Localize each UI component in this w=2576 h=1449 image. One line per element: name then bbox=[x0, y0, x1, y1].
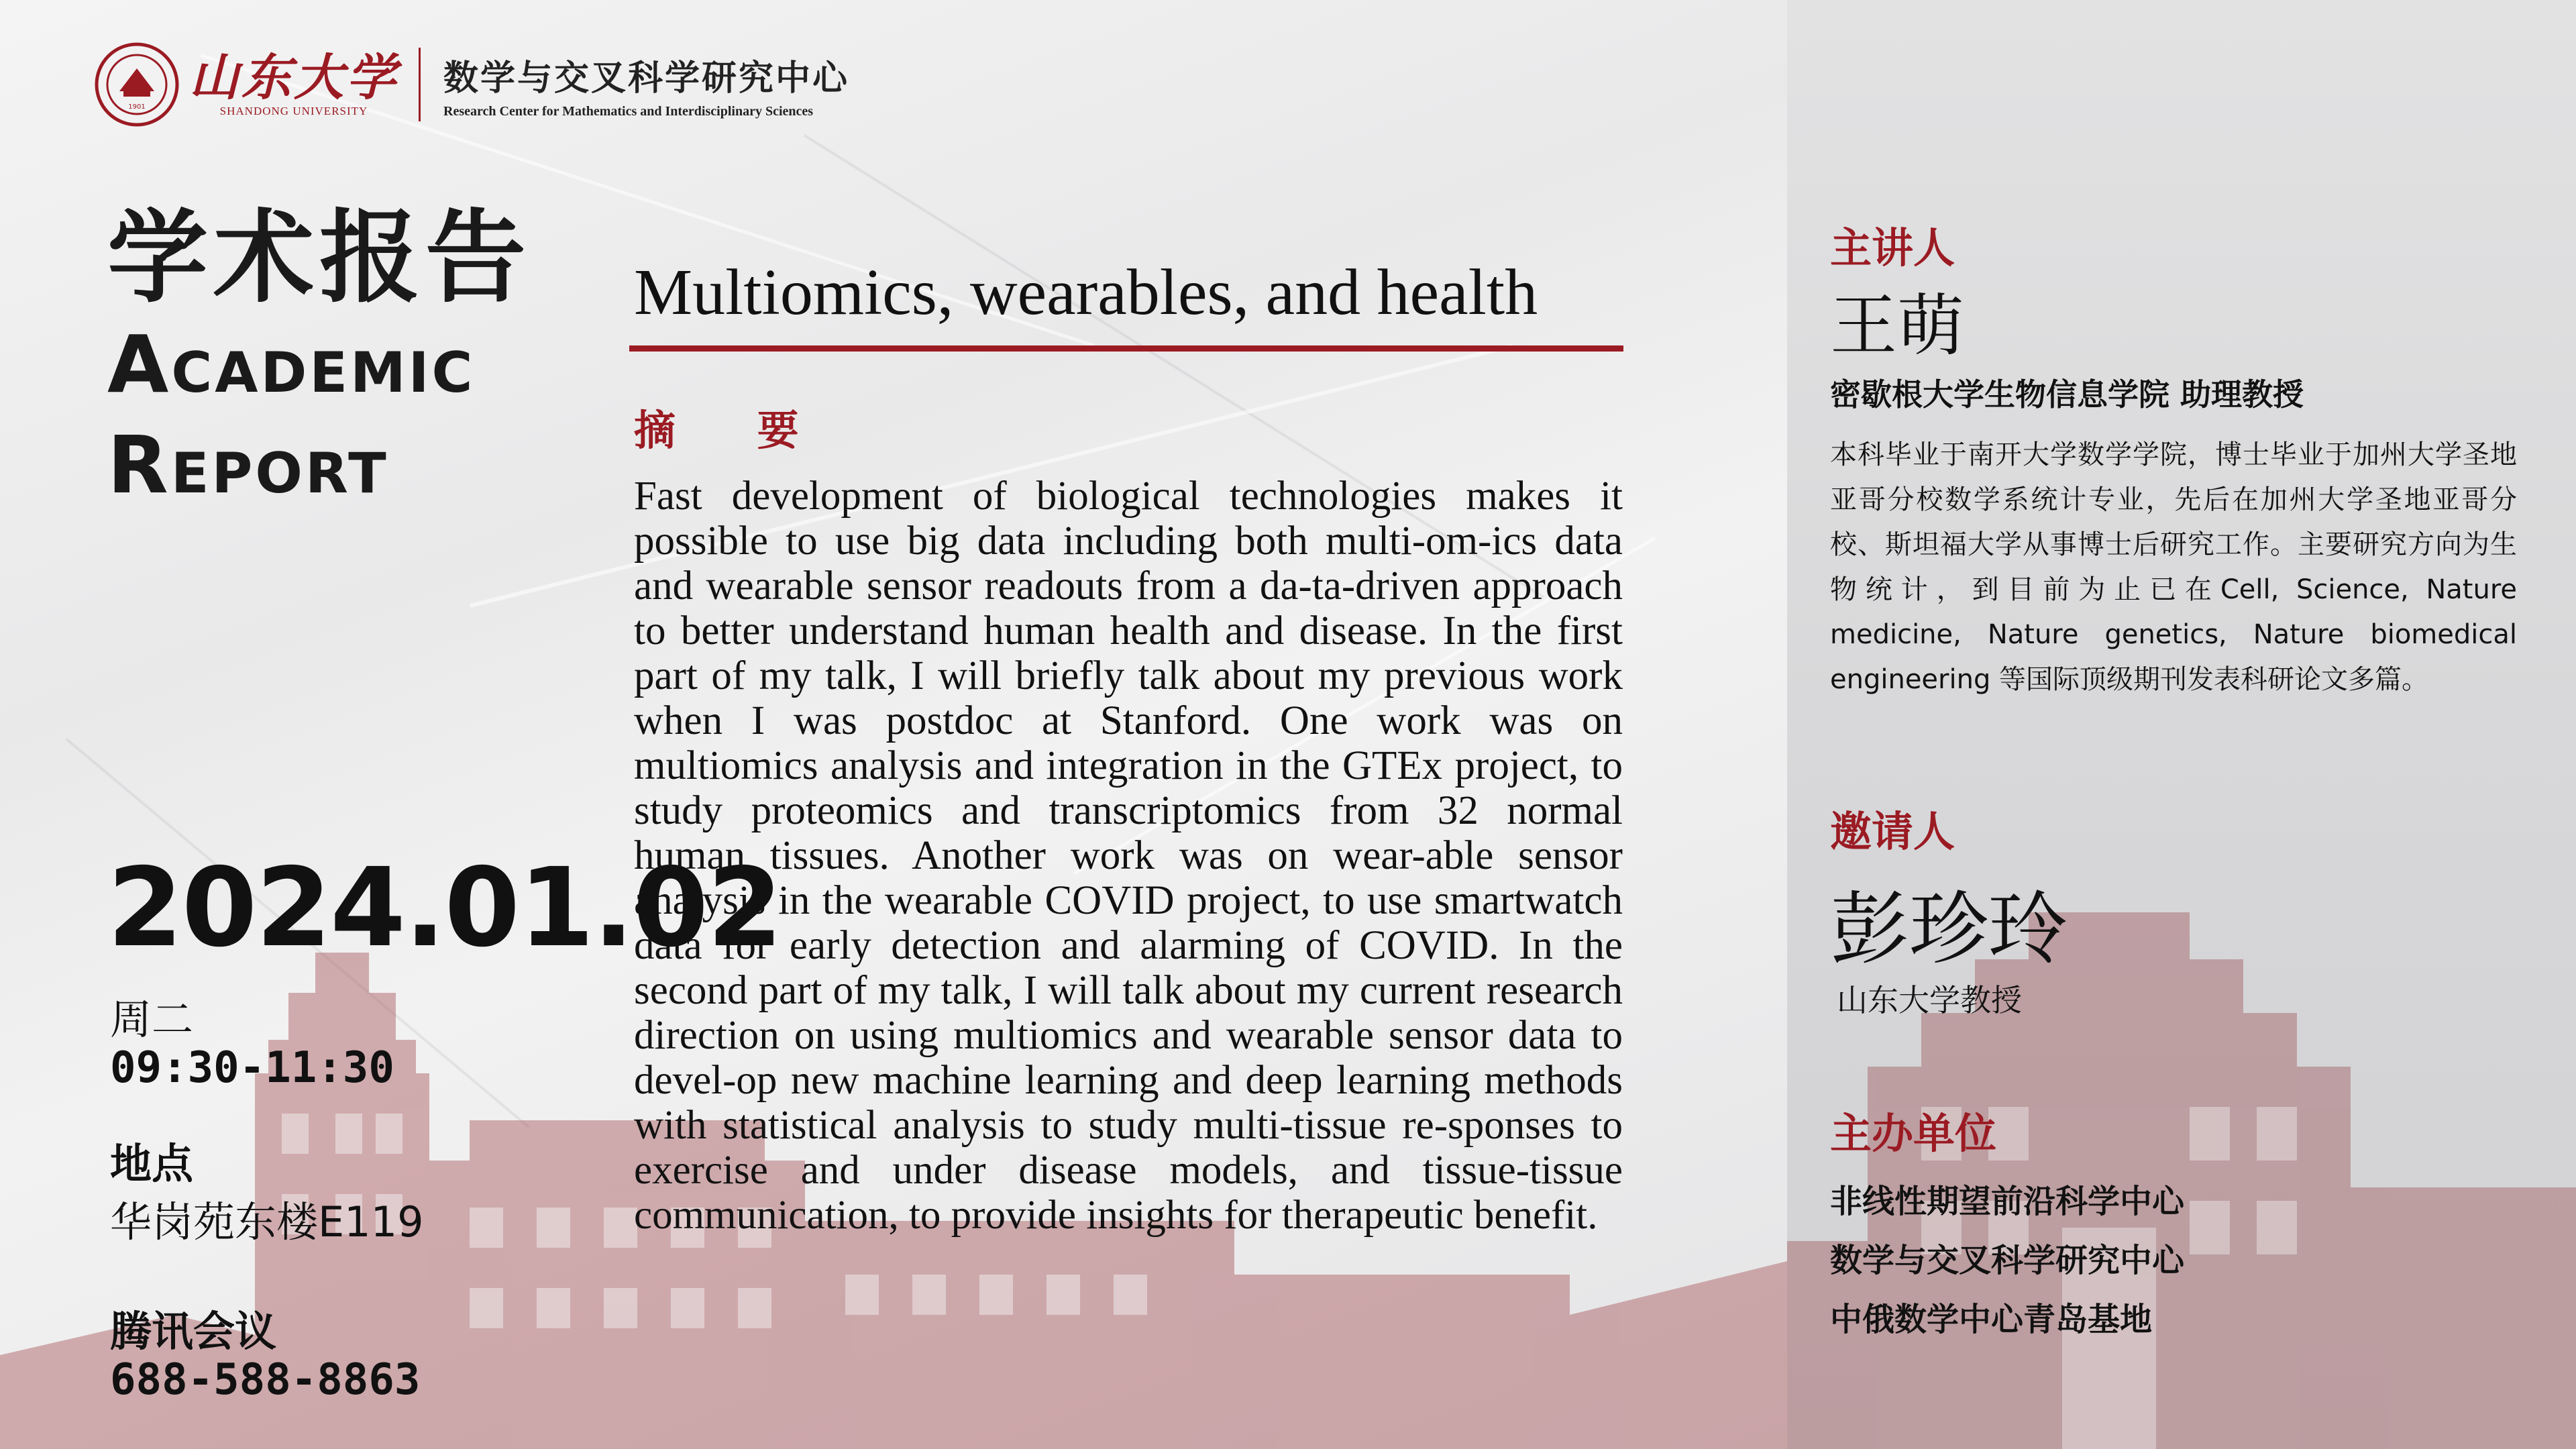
university-logo-group bbox=[94, 42, 849, 127]
university-name-cn: 山东大学 bbox=[189, 49, 398, 107]
inviter-title: 山东大学教授 bbox=[1837, 982, 2022, 1018]
event-location: 华岗苑东楼E119 bbox=[110, 1197, 424, 1246]
abstract-heading: 摘 要 bbox=[634, 406, 833, 455]
speaker-affiliation: 密歇根大学生物信息学院 助理教授 bbox=[1830, 376, 2304, 413]
report-type-cn: 学术报告 bbox=[107, 200, 532, 317]
report-type-en bbox=[107, 314, 475, 515]
organizer-item: 中俄数学中心青岛基地 bbox=[1830, 1301, 2153, 1338]
research-center-en: Research Center for Mathematics and Interdisciplinary Sciences bbox=[443, 104, 814, 119]
title-underline bbox=[629, 345, 1623, 352]
speaker-name: 王萌 bbox=[1830, 286, 1964, 365]
meeting-label: 腾讯会议 bbox=[110, 1307, 277, 1356]
event-time: 09:30-11:30 bbox=[110, 1043, 394, 1093]
university-seal-icon bbox=[94, 42, 180, 127]
organizer-item: 非线性期望前沿科学中心 bbox=[1830, 1183, 2185, 1220]
talk-title: Multiomics, wearables, and health bbox=[634, 256, 1538, 329]
location-label: 地点 bbox=[110, 1139, 194, 1188]
speaker-bio: 本科毕业于南开大学数学学院，博士毕业于加州大学圣地亚哥分校数学系统计专业，先后在加州大学圣地亚哥分校、斯坦福大学从事博士后研究工作。主要研究方向为生物统计，到目前为止已在Cell, Science, Nature medicine, Nature genetics, Nature biomedical engineering 等国际顶级期刊发表科研论文多篇。 bbox=[1830, 439, 2517, 695]
report-type-en-line2: Report bbox=[107, 419, 389, 511]
research-center-cn: 数学与交叉科学研究中心 bbox=[443, 58, 850, 99]
logo-divider bbox=[419, 48, 421, 121]
report-type-en-line1: Academic bbox=[107, 318, 476, 411]
research-center-name bbox=[443, 50, 849, 119]
svg-text:1901: 1901 bbox=[128, 103, 146, 111]
meeting-id: 688-588-8863 bbox=[110, 1355, 421, 1405]
abstract-text: Fast development of biological technologies makes it possible to use big data including both multi-om-ics data and wearable sensor readouts from a da-ta-driven approach to better understand human health and disease. In the first part of my talk, I will briefly talk about my previous work when I was postdoc at Stanford. One work was on multiomics analysis and integration in the GTEx project, to study proteomics and transcriptomics from 32 normal human tissues. Another work was on wear-able sensor analysis in the wearable COVID project, to use smartwatch data for early detection and alarming of COVID. In the second part of my talk, I will talk about my current research direction on using multiomics and wearable sensor data to devel-op new machine learning and deep learning methods with statistical analysis to study multi-tissue re-sponses to exercise and under disease models, and tissue-tissue communication, to provide insights for therapeutic benefit. bbox=[634, 474, 1623, 1238]
event-weekday: 周二 bbox=[110, 995, 194, 1044]
university-name bbox=[189, 51, 398, 118]
inviter-label: 邀请人 bbox=[1830, 807, 1955, 856]
organizers-label: 主办单位 bbox=[1830, 1109, 1997, 1158]
university-name-en: SHANDONG UNIVERSITY bbox=[219, 105, 368, 117]
inviter-name: 彭珍玲 bbox=[1830, 883, 2068, 975]
speaker-label: 主讲人 bbox=[1830, 223, 1955, 272]
event-date: 2024.01.02 bbox=[107, 845, 782, 971]
organizer-item: 数学与交叉科学研究中心 bbox=[1830, 1242, 2185, 1279]
